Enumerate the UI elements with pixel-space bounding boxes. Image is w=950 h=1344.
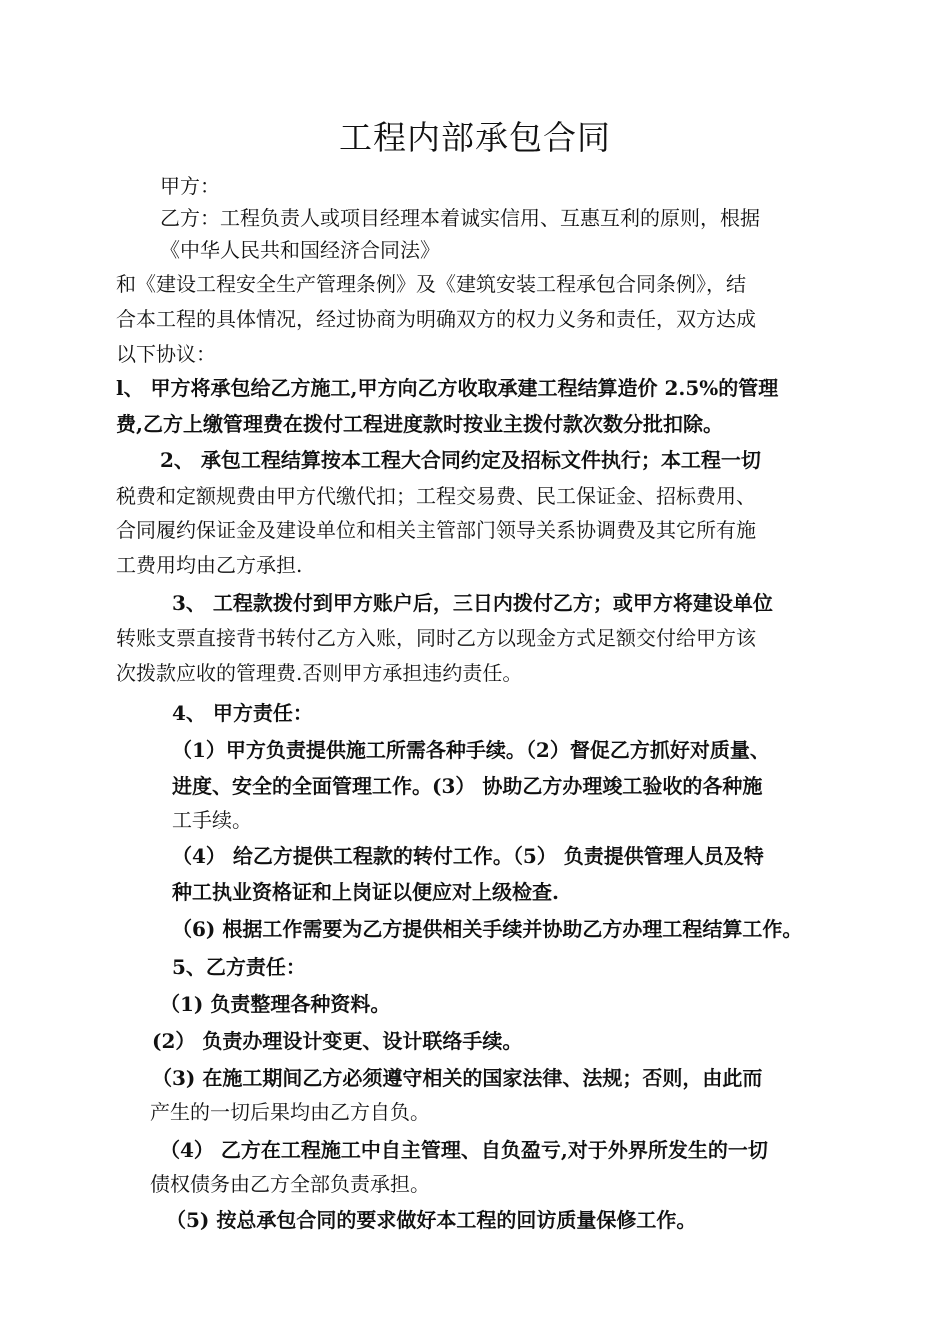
clause-4-heading: 4、 甲方责任： (172, 701, 313, 725)
clause-4-item-line: （6) 根据工作需要为乙方提供相关手续并协助乙方办理工程结算工作。 (172, 917, 803, 941)
clause-5-item-line: （5) 按总承包合同的要求做好本工程的回访质量保修工作。 (166, 1208, 697, 1232)
party-a-line: 甲方： (160, 174, 220, 198)
clause-5-item-line: 产生的一切后果均由乙方自负。 (150, 1100, 430, 1124)
clause-5-item-line: （1) 负责整理各种资料。 (160, 992, 391, 1016)
party-b-line: 乙方：工程负责人或项目经理本着诚实信用、互惠互利的原则，根据 (160, 206, 760, 230)
clause-4-item-line: 工手续。 (172, 808, 252, 832)
preamble-line: 《中华人民共和国经济合同法》 (160, 238, 440, 262)
clause-2-line: 2、 承包工程结算按本工程大合同约定及招标文件执行；本工程一切 (160, 448, 761, 472)
preamble-line: 合本工程的具体情况，经过协商为明确双方的权力义务和责任，双方达成 (116, 307, 756, 331)
clause-5-heading: 5、乙方责任： (172, 955, 306, 979)
preamble-line: 以下协议： (116, 342, 216, 366)
clause-3-line: 转账支票直接背书转付乙方入账，同时乙方以现金方式足额交付给甲方该 (116, 626, 756, 650)
clause-4-item-line: 种工执业资格证和上岗证以便应对上级检查. (172, 880, 559, 904)
clause-5-item-line: 债权债务由乙方全部负责承担。 (150, 1172, 430, 1196)
clause-1-line: l、 甲方将承包给乙方施工,甲方向乙方收取承建工程结算造价 2.5%的管理 (116, 376, 779, 400)
clause-4-item-line: （4） 给乙方提供工程款的转付工作。（5） 负责提供管理人员及特 (172, 844, 764, 868)
preamble-line: 和《建设工程安全生产管理条例》及《建筑安装工程承包合同条例》，结 (116, 272, 746, 296)
clause-5-item-line: (2） 负责办理设计变更、设计联络手续。 (152, 1029, 523, 1053)
clause-1-line: 费,乙方上缴管理费在拨付工程进度款时按业主拨付款次数分批扣除。 (116, 412, 723, 436)
clause-2-line: 税费和定额规费由甲方代缴代扣；工程交易费、民工保证金、招标费用、 (116, 484, 756, 508)
clause-5-item-line: （3) 在施工期间乙方必须遵守相关的国家法律、法规；否则，由此而 (152, 1066, 763, 1090)
document-title: 工程内部承包合同 (339, 118, 611, 157)
clause-4-item-line: （1）甲方负责提供施工所需各种手续。（2）督促乙方抓好对质量、 (172, 738, 770, 762)
clause-2-line: 合同履约保证金及建设单位和相关主管部门领导关系协调费及其它所有施 (116, 518, 756, 542)
clause-3-line: 次拨款应收的管理费.否则甲方承担违约责任。 (116, 661, 523, 685)
clause-4-item-line: 进度、安全的全面管理工作。(3） 协助乙方办理竣工验收的各种施 (172, 774, 763, 798)
clause-3-line: 3、 工程款拨付到甲方账户后，三日内拨付乙方；或甲方将建设单位 (172, 591, 773, 615)
clause-5-item-line: （4） 乙方在工程施工中自主管理、自负盈亏,对于外界所发生的一切 (160, 1138, 768, 1162)
clause-2-line: 工费用均由乙方承担. (116, 553, 303, 577)
